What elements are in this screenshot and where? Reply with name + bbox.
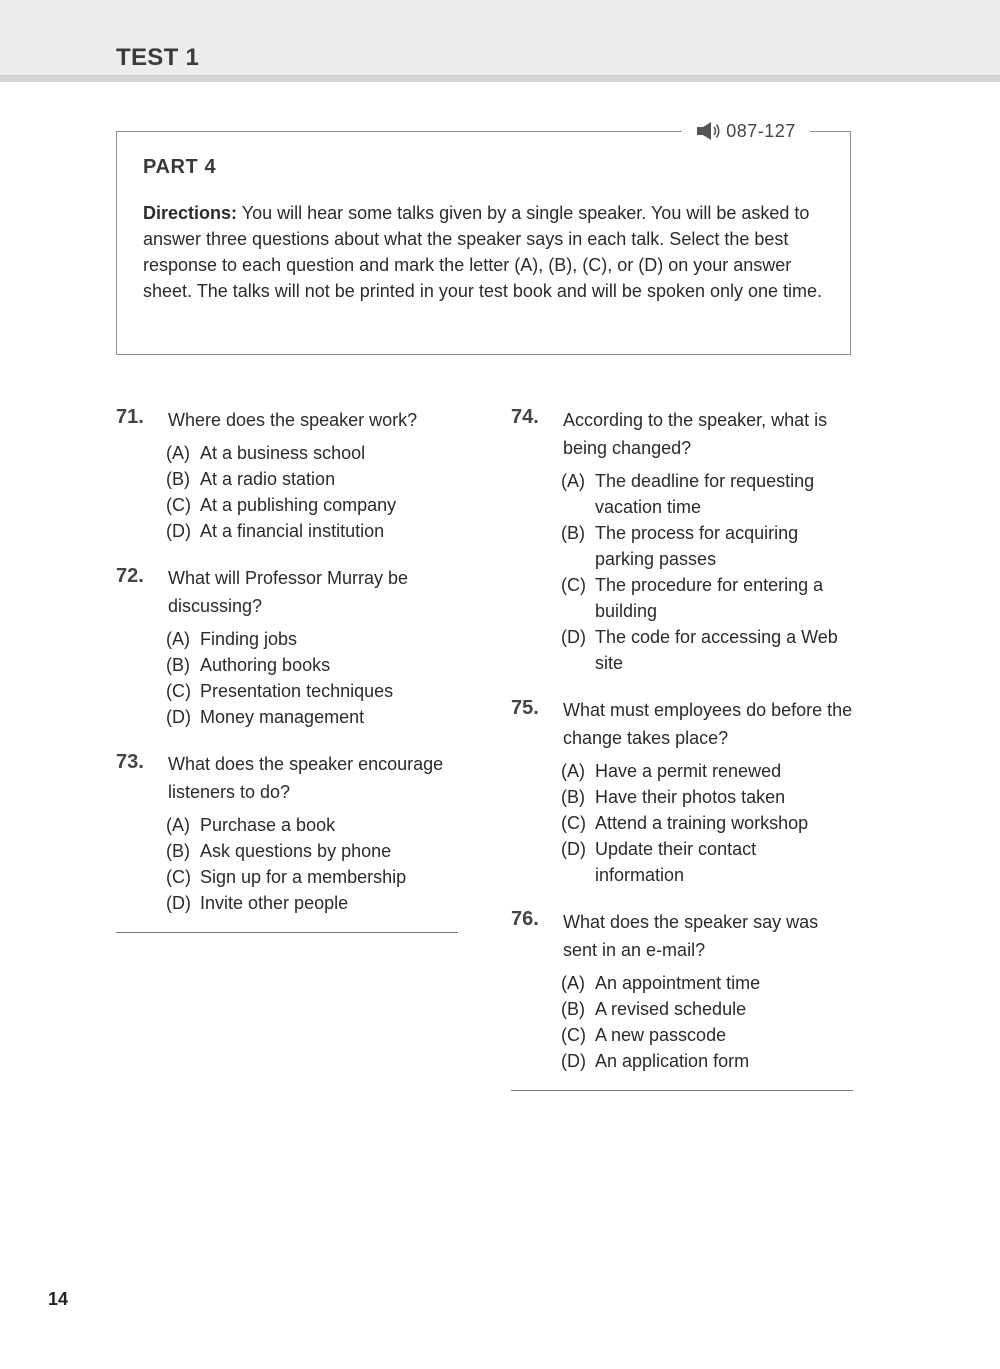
option-text: The procedure for entering a building (595, 575, 824, 621)
question-text: Where does the speaker work? (168, 410, 418, 430)
option-text: A revised schedule (595, 999, 747, 1019)
option-letter: (D) (166, 521, 191, 541)
part-title: PART 4 (143, 156, 217, 178)
directions-text: You will hear some talks given by a single speaker. You will be asked to answer three questions about what the speaker says in each talk. Select the best response to each question and mark the letter (A), (B), (C), or (D) on your answer sheet. The talks will not be printed in your test book and will be spoken only one time. (143, 203, 823, 301)
answer-option (166, 440, 365, 466)
answer-option (561, 1022, 726, 1048)
option-letter: (D) (561, 839, 586, 859)
option-letter: (C) (166, 867, 191, 887)
option-letter: (B) (166, 655, 190, 675)
page-number: 14 (48, 1289, 69, 1309)
option-text: At a business school (200, 443, 366, 463)
answer-option (166, 864, 406, 890)
question-number: 72. (116, 565, 144, 587)
option-text: The code for accessing a Web site (595, 627, 838, 673)
option-letter: (C) (561, 813, 586, 833)
answer-option (166, 626, 297, 652)
option-text: The process for acquiring parking passes (595, 523, 799, 569)
answer-option (561, 784, 785, 810)
option-text: At a radio station (200, 469, 336, 489)
option-letter: (D) (561, 627, 586, 647)
question-text: What will Professor Murray be discussing? (168, 568, 409, 616)
question-text: What must employees do before the change takes place? (563, 700, 853, 748)
option-letter: (B) (561, 787, 585, 807)
answer-option (561, 624, 853, 676)
option-text: Have a permit renewed (595, 761, 782, 781)
answer-option (561, 810, 808, 836)
question-text: What does the speaker encourage listeners to do? (168, 754, 444, 802)
answer-option (561, 520, 845, 572)
answer-option (166, 652, 330, 678)
directions-label: Directions: (143, 203, 238, 223)
question-number: 76. (511, 908, 539, 930)
answer-option (166, 838, 391, 864)
option-letter: (C) (166, 681, 191, 701)
answer-option (166, 890, 348, 916)
answer-option (561, 970, 760, 996)
right-column-rule (511, 1090, 853, 1091)
option-letter: (D) (561, 1051, 586, 1071)
option-text: An appointment time (595, 973, 761, 993)
answer-option (561, 572, 845, 624)
question-text: According to the speaker, what is being changed? (563, 410, 828, 458)
option-letter: (D) (166, 707, 191, 727)
option-letter: (B) (561, 999, 585, 1019)
option-text: Money management (200, 707, 365, 727)
option-letter: (A) (561, 761, 585, 781)
option-letter: (A) (166, 443, 190, 463)
option-text: Update their contact information (595, 839, 757, 885)
option-letter: (B) (166, 841, 190, 861)
answer-option (166, 492, 396, 518)
option-text: At a financial institution (200, 521, 385, 541)
option-text: An application form (595, 1051, 750, 1071)
left-column-rule (116, 932, 458, 933)
header-rule (0, 75, 1000, 82)
option-letter: (B) (166, 469, 190, 489)
option-letter: (C) (561, 1025, 586, 1045)
question-number: 74. (511, 406, 539, 428)
option-letter: (C) (561, 575, 586, 595)
option-letter: (D) (166, 893, 191, 913)
option-text: Have their photos taken (595, 787, 786, 807)
answer-option (561, 996, 746, 1022)
option-text: Invite other people (200, 893, 349, 913)
option-text: Sign up for a membership (200, 867, 407, 887)
speaker-icon (696, 121, 722, 141)
answer-option (166, 812, 335, 838)
option-text: Authoring books (200, 655, 331, 675)
option-letter: (A) (561, 471, 585, 491)
option-text: Attend a training workshop (595, 813, 809, 833)
audio-track-number: 087-127 (726, 120, 796, 141)
option-letter: (A) (166, 815, 190, 835)
option-letter: (C) (166, 495, 191, 515)
answer-option (166, 518, 384, 544)
option-letter: (A) (166, 629, 190, 649)
option-text: Finding jobs (200, 629, 298, 649)
answer-option (561, 758, 781, 784)
question-text: What does the speaker say was sent in an e-mail? (563, 912, 819, 960)
option-letter: (B) (561, 523, 585, 543)
option-text: At a publishing company (200, 495, 397, 515)
test-title: TEST 1 (116, 44, 200, 71)
option-text: The deadline for requesting vacation time (595, 471, 815, 517)
answer-option (561, 836, 775, 888)
option-text: A new passcode (595, 1025, 727, 1045)
question-number: 73. (116, 751, 144, 773)
answer-option (561, 468, 845, 520)
question-number: 75. (511, 697, 539, 719)
answer-option (166, 704, 364, 730)
option-letter: (A) (561, 973, 585, 993)
directions-paragraph (143, 200, 833, 304)
option-text: Presentation techniques (200, 681, 394, 701)
answer-option (561, 1048, 749, 1074)
audio-track-label (682, 119, 810, 143)
answer-option (166, 678, 393, 704)
option-text: Purchase a book (200, 815, 336, 835)
question-number: 71. (116, 406, 144, 428)
answer-option (166, 466, 335, 492)
option-text: Ask questions by phone (200, 841, 392, 861)
